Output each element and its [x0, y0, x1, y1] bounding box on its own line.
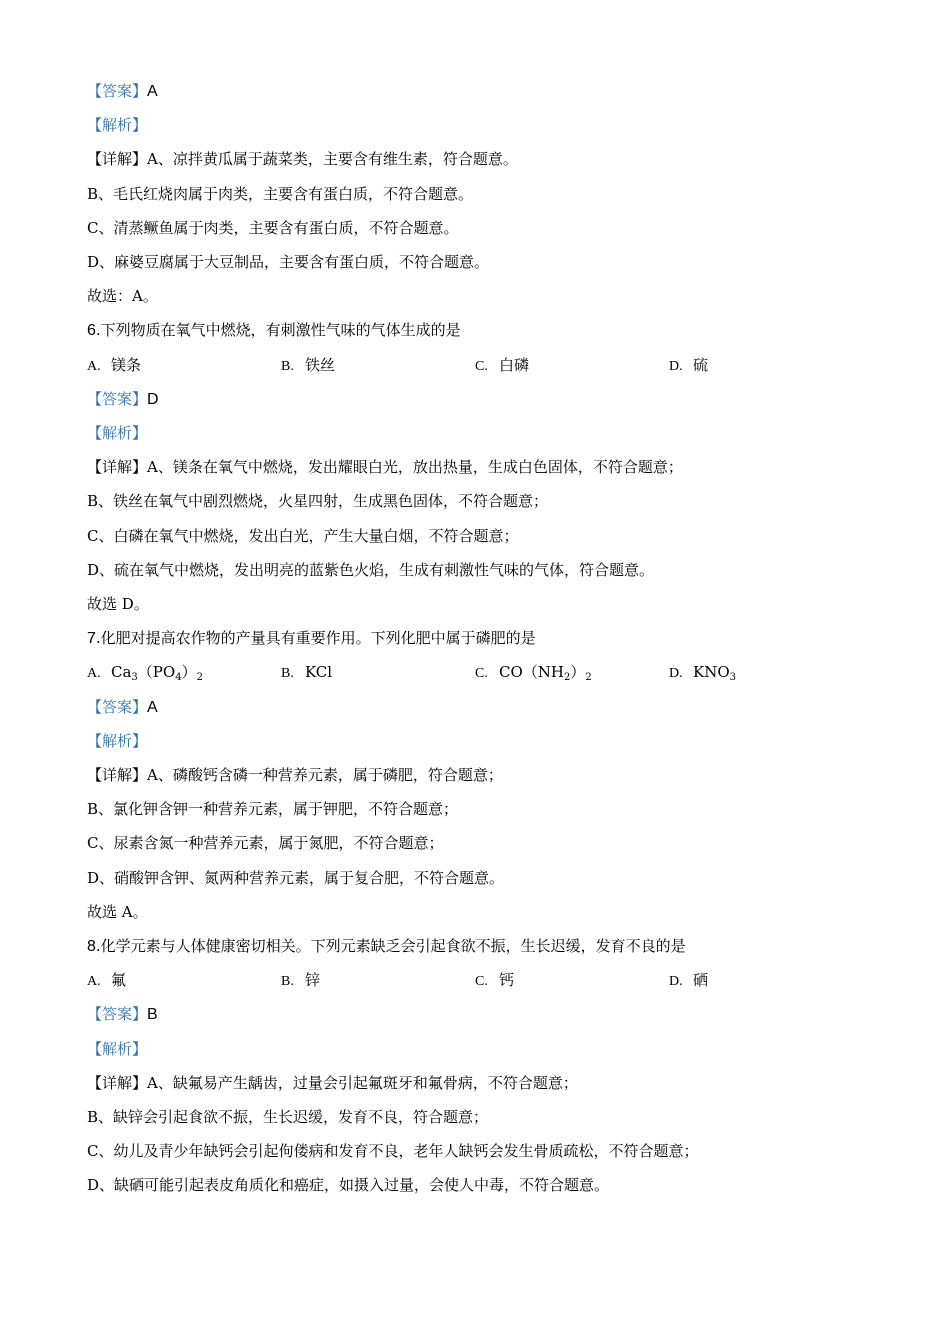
option-letter: A.	[87, 974, 101, 989]
option-item[interactable]	[87, 662, 203, 684]
option-item[interactable]	[669, 355, 708, 377]
explanation-text: B、铁丝在氧气中剧烈燃烧，火星四射，生成黑色固体，不符合题意；	[87, 492, 549, 510]
explanation-text: D、缺硒可能引起表皮角质化和癌症，如摄入过量，会使人中毒，不符合题意。	[87, 1176, 610, 1194]
answer-label: 【答案】	[87, 1005, 148, 1023]
option-item[interactable]	[669, 662, 736, 684]
analysis-label: 【解析】	[87, 424, 148, 442]
option-item[interactable]	[87, 355, 141, 377]
text-line	[87, 149, 518, 169]
answer-line	[87, 697, 158, 718]
analysis-line	[87, 1039, 147, 1059]
option-text: KCl	[305, 663, 333, 681]
option-letter: B.	[281, 974, 294, 989]
option-item[interactable]	[87, 970, 126, 992]
analysis-line	[87, 731, 147, 751]
explanation-text: D、硝酸钾含钾、氮两种营养元素，属于复合肥，不符合题意。	[87, 869, 505, 887]
analysis-line	[87, 115, 147, 135]
question-line	[87, 628, 536, 649]
explanation-text: D、麻婆豆腐属于大豆制品，主要含有蛋白质，不符合题意。	[87, 253, 490, 271]
options-row	[87, 662, 887, 682]
option-item[interactable]	[475, 355, 529, 377]
text-line	[87, 184, 473, 204]
analysis-label: 【解析】	[87, 732, 148, 750]
answer-line	[87, 389, 159, 410]
answer-label: 【答案】	[87, 698, 148, 716]
option-text: ）	[570, 663, 586, 681]
explanation-text: 【详解】A、磷酸钙含磷一种营养元素，属于磷肥，符合题意；	[87, 766, 503, 784]
option-item[interactable]	[281, 355, 335, 377]
question-text: .化肥对提高农作物的产量具有重要作用。下列化肥中属于磷肥的是	[95, 629, 536, 647]
option-subscript: 3	[131, 672, 138, 683]
option-letter: A.	[87, 666, 101, 681]
text-line	[87, 833, 443, 853]
option-text: 镁条	[111, 356, 142, 374]
explanation-text: C、幼儿及青少年缺钙会引起佝偻病和发育不良，老年人缺钙会发生骨质疏松，不符合题意；	[87, 1142, 699, 1160]
option-text: 硒	[693, 971, 709, 989]
option-item[interactable]	[475, 662, 592, 684]
option-text: CO（NH	[499, 663, 564, 681]
answer-label: 【答案】	[87, 82, 148, 100]
text-line	[87, 594, 149, 614]
option-letter: D.	[669, 666, 683, 681]
question-line	[87, 320, 461, 341]
answer-line	[87, 1004, 158, 1025]
option-text: 锌	[305, 971, 321, 989]
option-item[interactable]	[281, 970, 320, 992]
question-number: 6	[87, 322, 96, 339]
answer-label: 【答案】	[87, 390, 148, 408]
text-line	[87, 1175, 609, 1195]
question-text: .下列物质在氧气中燃烧，有刺激性气味的气体生成的是	[95, 321, 461, 339]
text-line	[87, 560, 654, 580]
text-line	[87, 491, 548, 511]
option-text: ）	[181, 663, 197, 681]
analysis-line	[87, 423, 147, 443]
analysis-label: 【解析】	[87, 1040, 148, 1058]
explanation-text: C、尿素含氮一种营养元素，属于氮肥，不符合题意；	[87, 834, 444, 852]
option-text: 硫	[693, 356, 709, 374]
text-line	[87, 1073, 578, 1093]
explanation-text: B、氯化钾含钾一种营养元素，属于钾肥，不符合题意；	[87, 800, 459, 818]
option-subscript: 2	[196, 672, 203, 683]
text-line	[87, 765, 503, 785]
text-line	[87, 902, 148, 922]
option-subscript: 3	[729, 672, 737, 683]
text-line	[87, 218, 458, 238]
option-subscript: 2	[563, 672, 571, 683]
option-text: 钙	[499, 971, 515, 989]
option-item[interactable]	[669, 970, 708, 992]
question-number: 7	[87, 630, 96, 647]
option-text: 白磷	[499, 356, 530, 374]
explanation-text: D、硫在氧气中燃烧，发出明亮的蓝紫色火焰，生成有刺激性气味的气体，符合题意。	[87, 561, 655, 579]
option-letter: D.	[669, 359, 683, 374]
option-subscript: 4	[175, 672, 182, 683]
explanation-text: B、缺锌会引起食欲不振，生长迟缓，发育不良，符合题意；	[87, 1108, 489, 1126]
text-line	[87, 868, 504, 888]
option-text: （PO	[137, 663, 176, 681]
options-row	[87, 970, 887, 990]
option-letter: B.	[281, 666, 294, 681]
option-letter: C.	[475, 666, 488, 681]
text-line	[87, 1141, 698, 1161]
text-line	[87, 286, 158, 306]
option-letter: A.	[87, 359, 101, 374]
option-text: Ca	[111, 663, 132, 681]
text-line	[87, 526, 518, 546]
option-text: 氟	[111, 971, 127, 989]
explanation-text: C、清蒸鳜鱼属于肉类，主要含有蛋白质，不符合题意。	[87, 219, 459, 237]
option-letter: D.	[669, 974, 683, 989]
question-text: .化学元素与人体健康密切相关。下列元素缺乏会引起食欲不振，生长迟缓，发育不良的是	[95, 937, 686, 955]
option-letter: C.	[475, 974, 488, 989]
answer-value: D	[147, 391, 159, 408]
text-line	[87, 799, 458, 819]
option-text: KNO	[693, 663, 730, 681]
text-line	[87, 457, 683, 477]
option-letter: C.	[475, 359, 488, 374]
answer-value: A	[147, 699, 158, 716]
answer-value: A	[147, 83, 158, 100]
question-number: 8	[87, 938, 96, 955]
option-subscript: 2	[585, 672, 592, 683]
option-letter: B.	[281, 359, 294, 374]
option-item[interactable]	[475, 970, 514, 992]
explanation-text: 故选 A。	[87, 903, 148, 921]
text-line	[87, 252, 489, 272]
option-text: 铁丝	[305, 356, 336, 374]
explanation-text: B、毛氏红烧肉属于肉类，主要含有蛋白质，不符合题意。	[87, 185, 474, 203]
option-item[interactable]	[281, 662, 332, 684]
explanation-text: 【详解】A、镁条在氧气中燃烧，发出耀眼白光，放出热量，生成白色固体，不符合题意；	[87, 458, 683, 476]
answer-value: B	[147, 1006, 158, 1023]
question-line	[87, 936, 686, 957]
options-row	[87, 355, 887, 375]
analysis-label: 【解析】	[87, 116, 148, 134]
answer-line	[87, 81, 158, 102]
explanation-text: 【详解】A、凉拌黄瓜属于蔬菜类，主要含有维生素，符合题意。	[87, 150, 518, 168]
explanation-text: C、白磷在氧气中燃烧，发出白光，产生大量白烟，不符合题意；	[87, 527, 519, 545]
explanation-text: 故选 D。	[87, 595, 149, 613]
explanation-text: 【详解】A、缺氟易产生龋齿，过量会引起氟斑牙和氟骨病，不符合题意；	[87, 1074, 578, 1092]
text-line	[87, 1107, 488, 1127]
explanation-text: 故选：A。	[87, 287, 158, 305]
